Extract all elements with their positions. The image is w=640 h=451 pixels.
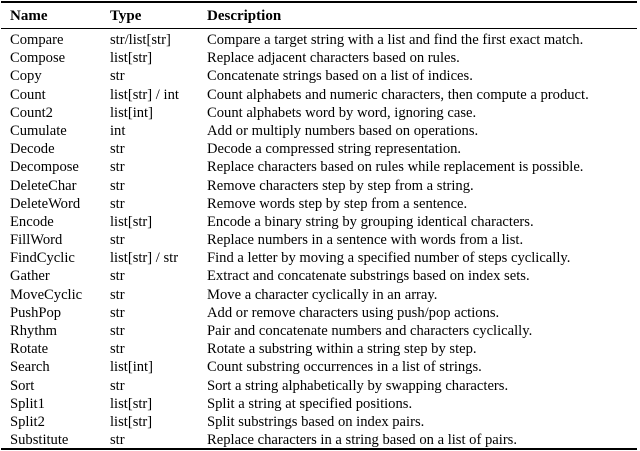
cell-name: Rotate xyxy=(10,341,49,358)
cell-description: Replace adjacent characters based on rules. xyxy=(207,50,460,67)
table-row xyxy=(0,286,640,304)
cell-description: Split substrings based on index pairs. xyxy=(207,413,425,430)
table-row xyxy=(0,395,640,413)
header-description: Description xyxy=(207,8,282,24)
cell-type: str xyxy=(110,177,125,194)
cell-name: Sort xyxy=(10,377,35,394)
cell-description: Remove characters step by step from a string. xyxy=(207,177,474,194)
cell-description: Split a string at specified positions. xyxy=(207,395,413,412)
cell-description: Extract and concatenate substrings based on index sets. xyxy=(207,268,530,285)
cell-description: Remove words step by step from a sentence. xyxy=(207,195,468,212)
cell-name: Rhythm xyxy=(10,323,58,339)
cell-description: Count substring occurrences in a list of strings. xyxy=(207,359,482,376)
cell-name: Compare xyxy=(10,32,64,48)
table-row xyxy=(0,213,640,231)
cell-name: DeleteChar xyxy=(10,177,77,194)
cell-description: Encode a binary string by grouping identical characters. xyxy=(207,213,534,230)
cell-description: Find a letter by moving a specified number of steps cyclically. xyxy=(207,250,571,267)
cell-description: Sort a string alphabetically by swapping characters. xyxy=(207,377,509,394)
table-row xyxy=(0,358,640,376)
cell-description: Rotate a substring within a string step by step. xyxy=(207,341,477,358)
cell-name: Copy xyxy=(10,68,42,85)
cell-name: DeleteWord xyxy=(10,195,81,212)
cell-description: Compare a target string with a list and find the first exact match. xyxy=(207,32,584,48)
table-bottom-rule xyxy=(1,448,637,450)
table-row xyxy=(0,31,640,49)
table-row xyxy=(0,86,640,104)
table-row xyxy=(0,195,640,213)
cell-name: Decode xyxy=(10,141,55,158)
header-type: Type xyxy=(110,8,142,24)
cell-type: list[int] xyxy=(110,359,153,376)
cell-name: Substitute xyxy=(10,432,69,449)
cell-type: str xyxy=(110,323,125,339)
table-row xyxy=(0,377,640,395)
cell-type: list[int] xyxy=(110,104,153,121)
cell-description: Add or remove characters using push/pop actions. xyxy=(207,304,500,321)
cell-type: str xyxy=(110,68,125,85)
cell-type: list[str] xyxy=(110,50,153,67)
table-row xyxy=(0,67,640,85)
cell-description: Pair and concatenate numbers and characters cyclically. xyxy=(207,323,533,339)
table-row xyxy=(0,231,640,249)
table-row xyxy=(0,340,640,358)
cell-description: Replace characters in a string based on a list of pairs. xyxy=(207,432,518,449)
cell-type: list[str] / str xyxy=(110,250,179,267)
cell-name: FindCyclic xyxy=(10,250,75,267)
table-row xyxy=(0,49,640,67)
table-row xyxy=(0,322,640,340)
cell-type: str xyxy=(110,268,125,285)
cell-type: int xyxy=(110,122,126,139)
cell-type: str xyxy=(110,341,125,358)
cell-type: str/list[str] xyxy=(110,32,171,48)
cell-type: str xyxy=(110,232,125,249)
cell-type: str xyxy=(110,304,125,321)
cell-type: str xyxy=(110,195,125,212)
cell-name: Split1 xyxy=(10,395,45,412)
cell-description: Count alphabets and numeric characters, then compute a product. xyxy=(207,86,589,103)
table-header xyxy=(0,4,640,28)
table-row xyxy=(0,431,640,449)
table-body xyxy=(0,31,640,449)
cell-type: str xyxy=(110,432,125,449)
table-top-rule xyxy=(1,1,637,3)
table-row xyxy=(0,158,640,176)
cell-type: str xyxy=(110,141,125,158)
cell-name: Split2 xyxy=(10,413,45,430)
table-row xyxy=(0,304,640,322)
table-row xyxy=(0,413,640,431)
cell-type: list[str] / int xyxy=(110,86,179,103)
cell-type: list[str] xyxy=(110,395,153,412)
cell-name: Search xyxy=(10,359,50,376)
cell-type: str xyxy=(110,377,125,394)
cell-name: Count xyxy=(10,86,46,103)
table-header-rule xyxy=(1,28,637,29)
cell-name: MoveCyclic xyxy=(10,286,83,303)
header-name: Name xyxy=(10,8,48,24)
cell-name: FillWord xyxy=(10,232,63,249)
cell-name: Decompose xyxy=(10,159,79,176)
cell-name: PushPop xyxy=(10,304,62,321)
table-row xyxy=(0,267,640,285)
cell-type: list[str] xyxy=(110,413,153,430)
cell-name: Gather xyxy=(10,268,50,285)
table-row xyxy=(0,122,640,140)
cell-description: Count alphabets word by word, ignoring case. xyxy=(207,104,477,121)
cell-description: Replace numbers in a sentence with words from a list. xyxy=(207,232,524,249)
cell-description: Replace characters based on rules while replacement is possible. xyxy=(207,159,584,176)
cell-type: str xyxy=(110,286,125,303)
cell-description: Move a character cyclically in an array. xyxy=(207,286,438,303)
cell-description: Concatenate strings based on a list of indices. xyxy=(207,68,473,85)
table-row xyxy=(0,177,640,195)
cell-type: list[str] xyxy=(110,213,153,230)
cell-name: Encode xyxy=(10,213,54,230)
cell-description: Add or multiply numbers based on operations. xyxy=(207,122,479,139)
cell-description: Decode a compressed string representation. xyxy=(207,141,462,158)
cell-name: Count2 xyxy=(10,104,53,121)
cell-name: Compose xyxy=(10,50,66,67)
table-row xyxy=(0,249,640,267)
cell-type: str xyxy=(110,159,125,176)
table-row xyxy=(0,104,640,122)
table-row xyxy=(0,140,640,158)
cell-name: Cumulate xyxy=(10,122,67,139)
